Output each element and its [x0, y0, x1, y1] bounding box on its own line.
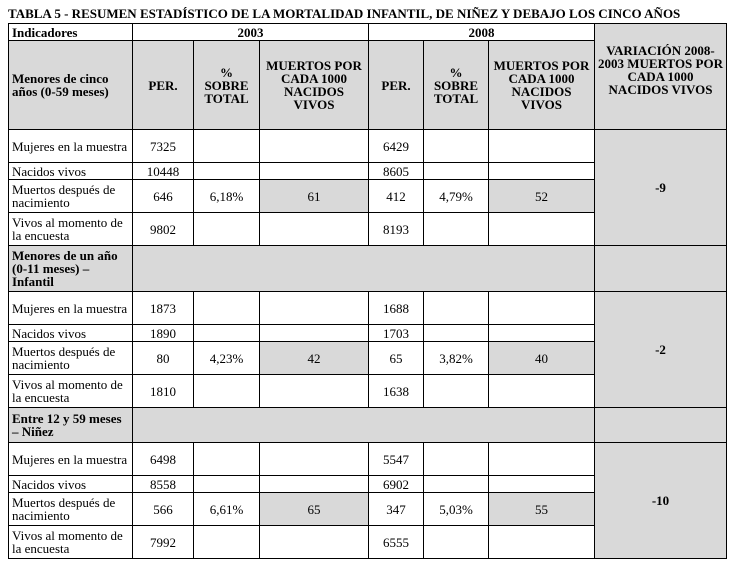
pct-2003 [194, 375, 260, 408]
per-2003: 7992 [133, 526, 194, 559]
muertos-2003 [260, 476, 369, 493]
pct-2003: 4,23% [194, 342, 260, 375]
section-fill [133, 246, 595, 292]
muertos-2008 [489, 325, 595, 342]
section-variacion-fill [595, 408, 727, 443]
per-2003: 8558 [133, 476, 194, 493]
per-2003: 9802 [133, 213, 194, 246]
row-label: Vivos al momento de la encuesta [9, 213, 133, 246]
pct-2003 [194, 325, 260, 342]
pct-2008: 3,82% [424, 342, 489, 375]
muertos-2003: 42 [260, 342, 369, 375]
muertos-2008 [489, 526, 595, 559]
pct-2003: 6,61% [194, 493, 260, 526]
muertos-2008: 55 [489, 493, 595, 526]
section-variacion-fill [595, 246, 727, 292]
muertos-2003 [260, 443, 369, 476]
row-label: Nacidos vivos [9, 476, 133, 493]
per-2008: 6555 [369, 526, 424, 559]
year-2003-header: 2003 [133, 24, 369, 41]
muertos-2008: 40 [489, 342, 595, 375]
muertos-2003: 65 [260, 493, 369, 526]
col-pct-2003: % SOBRE TOTAL [194, 41, 260, 130]
per-2003: 10448 [133, 163, 194, 180]
per-2003: 646 [133, 180, 194, 213]
per-2003: 6498 [133, 443, 194, 476]
per-2008: 347 [369, 493, 424, 526]
pct-2003 [194, 292, 260, 325]
row-label: Muertos después de nacimiento [9, 180, 133, 213]
section-fill [133, 408, 595, 443]
per-2008: 1638 [369, 375, 424, 408]
section-header-row [9, 408, 727, 443]
table-row [9, 292, 727, 325]
pct-2008 [424, 325, 489, 342]
muertos-2008 [489, 130, 595, 163]
table-row [9, 443, 727, 476]
per-2003: 1873 [133, 292, 194, 325]
muertos-2008 [489, 476, 595, 493]
pct-2008 [424, 130, 489, 163]
pct-2008 [424, 292, 489, 325]
per-2003: 566 [133, 493, 194, 526]
per-2008: 8193 [369, 213, 424, 246]
muertos-2003 [260, 325, 369, 342]
table-row [9, 130, 727, 163]
muertos-2003 [260, 163, 369, 180]
per-2003: 80 [133, 342, 194, 375]
col-pct-2008: % SOBRE TOTAL [424, 41, 489, 130]
row-label: Mujeres en la muestra [9, 130, 133, 163]
pct-2008 [424, 526, 489, 559]
row-label: Mujeres en la muestra [9, 443, 133, 476]
row-label: Nacidos vivos [9, 325, 133, 342]
pct-2003 [194, 213, 260, 246]
pct-2008: 5,03% [424, 493, 489, 526]
per-2008: 1688 [369, 292, 424, 325]
muertos-2008 [489, 375, 595, 408]
pct-2003 [194, 476, 260, 493]
muertos-2008 [489, 163, 595, 180]
pct-2003 [194, 163, 260, 180]
muertos-2008 [489, 292, 595, 325]
per-2003: 1890 [133, 325, 194, 342]
variacion-value: -2 [595, 292, 727, 408]
year-2008-header: 2008 [369, 24, 595, 41]
muertos-2003 [260, 213, 369, 246]
per-2008: 6902 [369, 476, 424, 493]
muertos-2008: 52 [489, 180, 595, 213]
per-2008: 412 [369, 180, 424, 213]
per-2003: 1810 [133, 375, 194, 408]
row-label: Mujeres en la muestra [9, 292, 133, 325]
row-label: Muertos después de nacimiento [9, 493, 133, 526]
section-label: Entre 12 y 59 meses – Niñez [9, 408, 133, 443]
pct-2008 [424, 443, 489, 476]
per-2003: 7325 [133, 130, 194, 163]
section-label: Menores de cinco años (0-59 meses) [9, 41, 133, 130]
col-muertos-2008: MUERTOS POR CADA 1000 NACIDOS VIVOS [489, 41, 595, 130]
muertos-2003 [260, 526, 369, 559]
section-header-row [9, 246, 727, 292]
pct-2008: 4,79% [424, 180, 489, 213]
pct-2003 [194, 443, 260, 476]
per-2008: 65 [369, 342, 424, 375]
row-label: Vivos al momento de la encuesta [9, 526, 133, 559]
muertos-2008 [489, 443, 595, 476]
table-title: TABLA 5 - RESUMEN ESTADÍSTICO DE LA MORTALIDAD INFANTIL, DE NIÑEZ Y DEBAJO LOS CINCO AÑOS [8, 6, 681, 21]
row-label: Muertos después de nacimiento [9, 342, 133, 375]
muertos-2008 [489, 213, 595, 246]
muertos-2003 [260, 130, 369, 163]
per-2008: 6429 [369, 130, 424, 163]
col-variacion: VARIACIÓN 2008-2003 MUERTOS POR CADA 1000 NACIDOS VIVOS [595, 41, 727, 130]
per-2008: 1703 [369, 325, 424, 342]
variacion-value: -10 [595, 443, 727, 559]
muertos-2003 [260, 375, 369, 408]
pct-2003 [194, 526, 260, 559]
per-2008: 8605 [369, 163, 424, 180]
pct-2008 [424, 375, 489, 408]
per-2008: 5547 [369, 443, 424, 476]
muertos-2003: 61 [260, 180, 369, 213]
col-per-2008: PER. [369, 41, 424, 130]
col-muertos-2003: MUERTOS POR CADA 1000 NACIDOS VIVOS [260, 41, 369, 130]
indicadores-header: Indicadores [9, 24, 133, 41]
pct-2008 [424, 213, 489, 246]
pct-2008 [424, 476, 489, 493]
mortality-table [8, 23, 727, 559]
pct-2003: 6,18% [194, 180, 260, 213]
section-label: Menores de un año (0-11 meses) – Infantil [9, 246, 133, 292]
col-per-2003: PER. [133, 41, 194, 130]
variacion-value: -9 [595, 130, 727, 246]
pct-2003 [194, 130, 260, 163]
row-label: Vivos al momento de la encuesta [9, 375, 133, 408]
muertos-2003 [260, 292, 369, 325]
pct-2008 [424, 163, 489, 180]
variacion-header-top [595, 24, 727, 41]
row-label: Nacidos vivos [9, 163, 133, 180]
